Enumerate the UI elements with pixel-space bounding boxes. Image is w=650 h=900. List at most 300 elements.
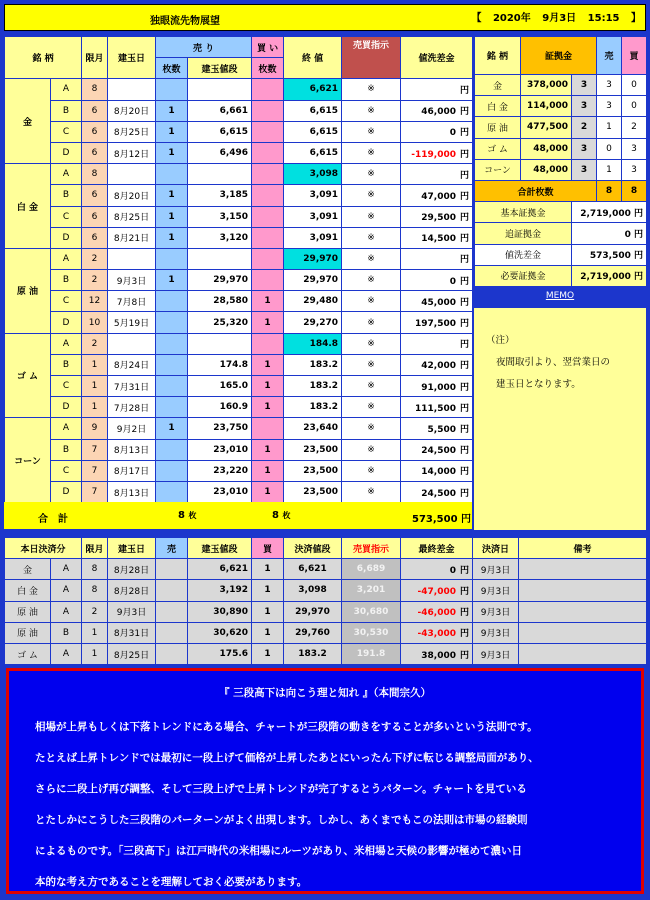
settled-col-header: 決済値段	[284, 538, 342, 559]
position-row	[5, 227, 473, 248]
diff-value	[401, 142, 473, 163]
summary-label: 必要証拠金	[475, 265, 572, 286]
buy-lots	[252, 206, 284, 227]
margin-lots: 3	[572, 159, 597, 180]
entry-price: 23,010	[188, 481, 252, 502]
buy-lots: 1	[252, 460, 284, 481]
slot-label: A	[51, 164, 82, 185]
diff-amount: 0	[449, 128, 457, 139]
yen-unit: 円	[460, 382, 470, 393]
diff-amount: 91,000	[421, 382, 457, 393]
brand-name: 白 金	[5, 164, 51, 249]
date-year: 2020年	[492, 13, 531, 24]
diff-amount: 47,000	[421, 191, 457, 202]
settled-signal: 30,680	[342, 601, 401, 622]
settled-entry-price: 175.6	[188, 643, 252, 664]
signal-mark: ※	[342, 270, 401, 291]
settled-date: 8月31日	[108, 622, 156, 643]
settled-date: 8月28日	[108, 559, 156, 580]
buy-lots	[252, 248, 284, 269]
settled-date: 8月25日	[108, 643, 156, 664]
diff-value	[401, 291, 473, 312]
entry-price: 23,010	[188, 439, 252, 460]
signal-mark: ※	[342, 397, 401, 418]
col-buy: 買 い	[252, 37, 284, 58]
slot-label: C	[51, 460, 82, 481]
summary-value: 2,719,000 円	[572, 202, 647, 223]
margin-lots: 3	[572, 96, 597, 117]
signal-mark: ※	[342, 185, 401, 206]
slot-label: A	[51, 248, 82, 269]
entry-price: 3,185	[188, 185, 252, 206]
yen-unit: 円	[460, 608, 470, 619]
entry-date: 8月17日	[108, 460, 156, 481]
contract-month: 7	[82, 481, 108, 502]
slot-label: A	[51, 79, 82, 100]
signal-mark: ※	[342, 121, 401, 142]
close-price: 183.2	[284, 376, 342, 397]
entry-date: 8月25日	[108, 121, 156, 142]
summary-row	[475, 223, 647, 244]
yen-unit: 円	[460, 488, 470, 499]
slot-label: D	[51, 227, 82, 248]
settled-final	[401, 559, 473, 580]
settled-signal: 3,201	[342, 580, 401, 601]
entry-price	[188, 333, 252, 354]
summary-label: 追証拠金	[475, 223, 572, 244]
yen-unit: 円	[460, 319, 470, 330]
entry-price: 29,970	[188, 270, 252, 291]
signal-mark: ※	[342, 206, 401, 227]
signal-mark: ※	[342, 227, 401, 248]
diff-amount: 24,500	[421, 488, 457, 499]
buy-lots: 1	[252, 312, 284, 333]
entry-date: 8月21日	[108, 227, 156, 248]
settled-note	[519, 580, 647, 601]
close-price: 23,640	[284, 418, 342, 439]
bracket-left: 【	[471, 13, 482, 24]
buy-lots	[252, 79, 284, 100]
yen-unit: 円	[460, 650, 470, 661]
memo-line: 建玉日となります。	[496, 379, 581, 390]
margin-buy: 0	[622, 75, 647, 96]
signal-mark: ※	[342, 312, 401, 333]
buy-lots: 1	[252, 439, 284, 460]
diff-amount: 197,500	[415, 319, 457, 330]
slot-label: D	[51, 481, 82, 502]
slot-label: C	[51, 121, 82, 142]
sell-lots	[156, 376, 188, 397]
settled-table	[4, 537, 647, 665]
buy-lots	[252, 164, 284, 185]
close-price: 23,500	[284, 460, 342, 481]
totals-bar	[4, 502, 472, 529]
positions-table	[4, 36, 473, 503]
signal-mark: ※	[342, 164, 401, 185]
position-row	[5, 164, 473, 185]
margin-lots: 2	[572, 117, 597, 138]
close-price: 29,970	[284, 270, 342, 291]
margin-lots: 3	[572, 138, 597, 159]
diff-value	[401, 354, 473, 375]
entry-price	[188, 164, 252, 185]
position-row	[5, 376, 473, 397]
entry-price: 3,120	[188, 227, 252, 248]
contract-month: 2	[82, 248, 108, 269]
entry-date: 8月20日	[108, 100, 156, 121]
contract-month: 6	[82, 206, 108, 227]
close-price: 6,615	[284, 121, 342, 142]
signal-mark: ※	[342, 100, 401, 121]
settled-final	[401, 643, 473, 664]
yen-unit: 円	[460, 403, 470, 414]
position-row	[5, 460, 473, 481]
entry-price: 174.8	[188, 354, 252, 375]
position-row	[5, 100, 473, 121]
settled-col-header: 売	[156, 538, 188, 559]
diff-amount: 14,500	[421, 234, 457, 245]
buy-lots	[252, 142, 284, 163]
slot-label: A	[51, 418, 82, 439]
entry-date	[108, 248, 156, 269]
diff-value	[401, 460, 473, 481]
memo-line: （注）	[486, 335, 515, 346]
entry-price	[188, 79, 252, 100]
contract-month: 7	[82, 439, 108, 460]
settled-slot: B	[51, 622, 82, 643]
yen-unit: 円	[460, 170, 470, 181]
signal-mark: ※	[342, 291, 401, 312]
sell-lots: 1	[156, 227, 188, 248]
bracket-right: 】	[631, 13, 641, 24]
margin-sell: 1	[597, 117, 622, 138]
quote-line: 本的な考え方であることを理解しておく必要があります。	[35, 876, 308, 888]
signal-button[interactable]: 売買指示	[342, 37, 401, 79]
col-month: 限月	[82, 37, 108, 79]
diff-value	[401, 418, 473, 439]
summary-value: 2,719,000 円	[572, 265, 647, 286]
margin-brand: コーン	[475, 159, 521, 180]
close-price: 3,091	[284, 185, 342, 206]
position-row	[5, 185, 473, 206]
buy-lots: 1	[252, 397, 284, 418]
settled-slot: A	[51, 559, 82, 580]
settled-entry-price: 6,621	[188, 559, 252, 580]
totals-amount: 573,500 円	[412, 514, 472, 525]
sell-lots: 1	[156, 270, 188, 291]
sell-lots	[156, 333, 188, 354]
signal-mark: ※	[342, 142, 401, 163]
slot-label: B	[51, 354, 82, 375]
slot-label: B	[51, 270, 82, 291]
close-price: 29,270	[284, 312, 342, 333]
settled-date: 9月3日	[108, 601, 156, 622]
position-row	[5, 481, 473, 502]
contract-month: 8	[82, 79, 108, 100]
datetime	[463, 9, 641, 24]
totals-sell: 8 枚	[178, 510, 197, 521]
buy-lots	[252, 270, 284, 291]
summary-label: 値洗差金	[475, 244, 572, 265]
entry-date: 8月13日	[108, 481, 156, 502]
margin-brand: 白 金	[475, 96, 521, 117]
slot-label: D	[51, 397, 82, 418]
settled-price: 3,098	[284, 580, 342, 601]
settled-note	[519, 559, 647, 580]
diff-value	[401, 397, 473, 418]
entry-date: 8月20日	[108, 185, 156, 206]
diff-amount: -119,000	[411, 149, 457, 160]
settled-price: 6,621	[284, 559, 342, 580]
buy-lots	[252, 121, 284, 142]
settled-final	[401, 580, 473, 601]
settled-month: 8	[82, 580, 108, 601]
settled-final	[401, 601, 473, 622]
close-price: 184.8	[284, 333, 342, 354]
position-row	[5, 291, 473, 312]
contract-month: 1	[82, 397, 108, 418]
signal-mark: ※	[342, 354, 401, 375]
settle-date: 9月3日	[473, 601, 519, 622]
close-price: 183.2	[284, 397, 342, 418]
diff-value	[401, 121, 473, 142]
quote-box	[6, 668, 644, 894]
title-bar	[4, 4, 646, 31]
buy-lots: 1	[252, 354, 284, 375]
slot-label: C	[51, 291, 82, 312]
entry-date: 5月19日	[108, 312, 156, 333]
sell-lots	[156, 354, 188, 375]
entry-price: 28,580	[188, 291, 252, 312]
quote-line: さらに二段上げ再び調整、そして三段上げで上昇トレンドが完了するとうパターン。チャートを見ている	[35, 783, 527, 795]
settle-date: 9月3日	[473, 580, 519, 601]
margin-sell: 3	[597, 96, 622, 117]
summary-label: 基本証拠金	[475, 202, 572, 223]
contract-month: 1	[82, 354, 108, 375]
settled-col-header: 建玉値段	[188, 538, 252, 559]
margin-buy: 2	[622, 117, 647, 138]
position-row	[5, 206, 473, 227]
diff-amount: 111,500	[415, 403, 457, 414]
sell-lots: 1	[156, 418, 188, 439]
col-sell: 売 り	[156, 37, 252, 58]
yen-unit: 円	[460, 297, 470, 308]
entry-date: 7月8日	[108, 291, 156, 312]
settled-sell	[156, 559, 188, 580]
slot-label: D	[51, 312, 82, 333]
settled-col-header: 売買指示	[342, 538, 401, 559]
page-title: 独眼流先物展望	[150, 16, 220, 27]
yen-unit: 円	[460, 107, 470, 118]
contract-month: 8	[82, 164, 108, 185]
settled-final	[401, 622, 473, 643]
slot-label: D	[51, 142, 82, 163]
settled-buy: 1	[252, 643, 284, 664]
settled-brand: ゴ ム	[5, 643, 51, 664]
contract-month: 2	[82, 270, 108, 291]
settled-month: 1	[82, 643, 108, 664]
slot-label: B	[51, 185, 82, 206]
close-price: 6,615	[284, 100, 342, 121]
yen-unit: 円	[460, 424, 470, 435]
settled-final-amount: 0	[449, 565, 456, 576]
margin-row	[475, 75, 647, 96]
diff-value	[401, 164, 473, 185]
settled-brand: 白 金	[5, 580, 51, 601]
margin-total-row	[475, 180, 647, 201]
sell-lots: 1	[156, 185, 188, 206]
sell-lots: 1	[156, 100, 188, 121]
contract-month: 6	[82, 185, 108, 206]
settled-slot: A	[51, 601, 82, 622]
diff-amount: 29,500	[421, 213, 457, 224]
col-price: 建玉値段	[188, 58, 252, 79]
contract-month: 6	[82, 121, 108, 142]
totals-label: 合 計	[38, 514, 68, 525]
totals-buy: 8 枚	[272, 510, 291, 521]
brand-name: 原 油	[5, 248, 51, 333]
signal-mark: ※	[342, 439, 401, 460]
yen-unit: 円	[460, 361, 470, 372]
margin-row	[475, 117, 647, 138]
entry-price: 160.9	[188, 397, 252, 418]
quote-line: によるものです。「三段高下」は江戸時代の米相場にルーツがあり、米相場と天候の影響が極めて濃い日	[35, 845, 522, 857]
slot-label: A	[51, 333, 82, 354]
settled-price: 183.2	[284, 643, 342, 664]
margin-row	[475, 159, 647, 180]
sell-lots	[156, 248, 188, 269]
time: 15:15	[587, 13, 620, 24]
settled-buy: 1	[252, 580, 284, 601]
margin-amount: 48,000	[521, 159, 572, 180]
close-price: 3,091	[284, 206, 342, 227]
diff-amount: 45,000	[421, 297, 457, 308]
entry-date: 8月12日	[108, 142, 156, 163]
positions-body	[5, 79, 473, 503]
diff-value	[401, 206, 473, 227]
quote-line: とたしかにこうした三段階のパーターンがよく出現します。しかし、あくまでもこの法則は市場の経験則	[35, 814, 528, 826]
brand-name: ゴ ム	[5, 333, 51, 418]
contract-month: 6	[82, 142, 108, 163]
margin-total-buy: 8	[622, 180, 647, 201]
buy-lots	[252, 418, 284, 439]
settled-entry-price: 30,620	[188, 622, 252, 643]
memo-link[interactable]: MEMO	[545, 291, 575, 301]
position-row	[5, 333, 473, 354]
settled-row	[5, 601, 647, 622]
yen-unit: 円	[460, 586, 470, 597]
margin-total-label: 合計枚数	[475, 180, 597, 201]
sell-lots	[156, 439, 188, 460]
entry-date	[108, 79, 156, 100]
settled-col-header: 買	[252, 538, 284, 559]
buy-lots	[252, 227, 284, 248]
buy-lots: 1	[252, 291, 284, 312]
signal-mark: ※	[342, 333, 401, 354]
diff-value	[401, 185, 473, 206]
settled-note	[519, 622, 647, 643]
contract-month: 6	[82, 227, 108, 248]
close-price: 3,091	[284, 227, 342, 248]
contract-month: 2	[82, 333, 108, 354]
entry-date: 7月31日	[108, 376, 156, 397]
margin-amount: 477,500	[521, 117, 572, 138]
margin-buy: 3	[622, 159, 647, 180]
margin-buy: 0	[622, 96, 647, 117]
position-row	[5, 418, 473, 439]
sell-lots: 1	[156, 206, 188, 227]
slot-label: C	[51, 206, 82, 227]
settled-note	[519, 643, 647, 664]
margin-row	[475, 138, 647, 159]
settled-brand: 金	[5, 559, 51, 580]
margin-brand: 金	[475, 75, 521, 96]
settled-month: 2	[82, 601, 108, 622]
diff-value	[401, 333, 473, 354]
close-price: 23,500	[284, 481, 342, 502]
settled-signal: 6,689	[342, 559, 401, 580]
diff-value	[401, 248, 473, 269]
margin-sell: 0	[597, 138, 622, 159]
entry-price: 165.0	[188, 376, 252, 397]
settled-body	[5, 538, 647, 665]
close-price: 6,615	[284, 142, 342, 163]
position-row	[5, 354, 473, 375]
margin-sell: 1	[597, 159, 622, 180]
entry-date: 9月2日	[108, 418, 156, 439]
settled-col-header: 決済日	[473, 538, 519, 559]
diff-value	[401, 100, 473, 121]
margin-amount: 48,000	[521, 138, 572, 159]
yen-unit: 円	[460, 276, 470, 287]
settle-date: 9月3日	[473, 622, 519, 643]
margin-table	[474, 36, 647, 287]
buy-lots: 1	[252, 376, 284, 397]
buy-lots	[252, 333, 284, 354]
col-date: 建玉日	[108, 37, 156, 79]
quote-line: たとえば上昇トレンドでは最初に一段上げて価格が上昇したあとにいったん下げに転じる調整局面があり、	[35, 752, 539, 764]
sell-lots	[156, 164, 188, 185]
settled-row	[5, 643, 647, 664]
position-row	[5, 439, 473, 460]
memo-panel	[474, 308, 646, 530]
entry-date: 7月28日	[108, 397, 156, 418]
settle-date: 9月3日	[473, 643, 519, 664]
settled-col-header: 建玉日	[108, 538, 156, 559]
settle-date: 9月3日	[473, 559, 519, 580]
settled-entry-price: 3,192	[188, 580, 252, 601]
margin-col-sell: 売	[597, 37, 622, 75]
margin-col-brand: 銘 柄	[475, 37, 521, 75]
settled-sell	[156, 601, 188, 622]
contract-month: 9	[82, 418, 108, 439]
settled-col-header: 最終差金	[401, 538, 473, 559]
yen-unit: 円	[460, 128, 470, 139]
settled-buy: 1	[252, 622, 284, 643]
settled-row	[5, 622, 647, 643]
col-diff: 値洗差金	[401, 37, 473, 79]
close-price: 3,098	[284, 164, 342, 185]
signal-mark: ※	[342, 418, 401, 439]
entry-price: 23,750	[188, 418, 252, 439]
sell-lots	[156, 397, 188, 418]
yen-unit: 円	[460, 234, 470, 245]
diff-value	[401, 481, 473, 502]
entry-price	[188, 248, 252, 269]
quote-line: 相場が上昇もしくは下落トレンドにある場合、チャートが三段階の動きをすることが多いという法則です。	[35, 721, 538, 733]
diff-value	[401, 227, 473, 248]
signal-mark: ※	[342, 79, 401, 100]
